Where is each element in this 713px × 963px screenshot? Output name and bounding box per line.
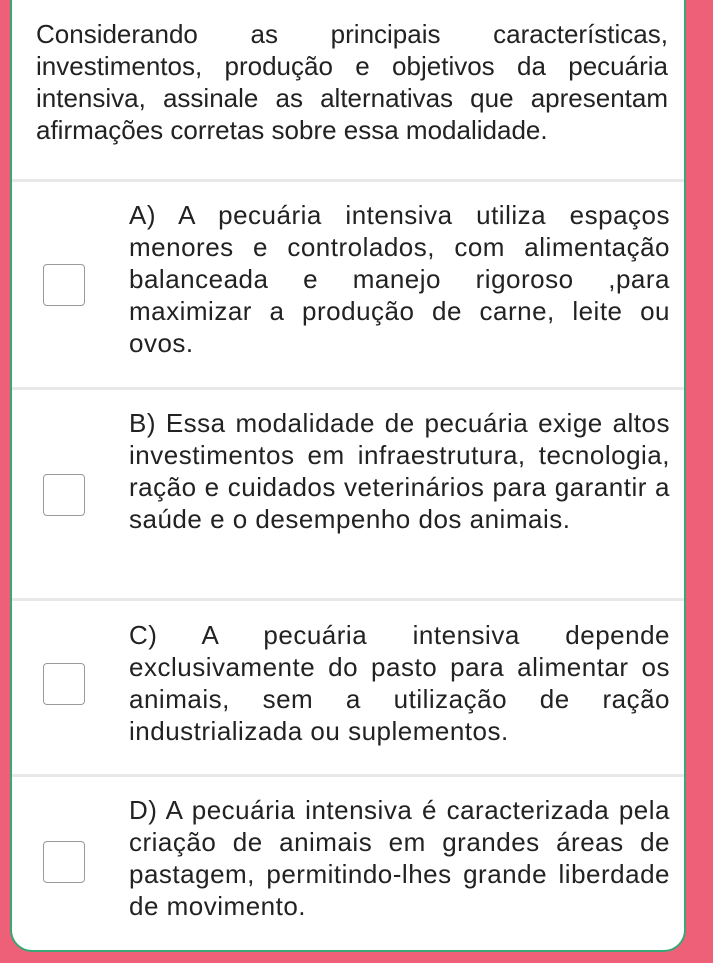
option-d-checkbox[interactable] — [43, 841, 85, 883]
question-text: Considerando as principais características, investimentos, produção e objetivos da pecuária intensiva, assinale as alternativas que apresentam afirmações corretas sobre essa modalidade. — [36, 19, 668, 145]
option-b[interactable] — [12, 390, 684, 598]
option-b-checkbox[interactable] — [43, 474, 85, 516]
option-b-text: B) Essa modalidade de pecuária exige altos investimentos em infraestrutura, tecnologia, ração e cuidados veterinários para garantir a saúde e o desempenho dos animais. — [129, 408, 670, 534]
option-a[interactable] — [12, 182, 684, 387]
option-a-text: A) A pecuária intensiva utiliza espaços menores e controlados, com alimentação balanceada e manejo rigoroso ,para maximizar a produção de carne, leite ou ovos. — [129, 200, 670, 358]
option-c[interactable] — [12, 601, 684, 774]
option-a-checkbox[interactable] — [43, 264, 85, 306]
option-d-text: D) A pecuária intensiva é caracterizada pela criação de animais em grandes áreas de pastagem, permitindo-lhes grande liberdade de movimento. — [129, 795, 670, 921]
option-c-checkbox[interactable] — [43, 663, 85, 705]
option-d[interactable] — [12, 777, 684, 947]
question-card — [10, 0, 686, 952]
option-c-text: C) A pecuária intensiva depende exclusivamente do pasto para alimentar os animais, sem a utilização de ração industrializada ou suplementos. — [129, 620, 670, 746]
